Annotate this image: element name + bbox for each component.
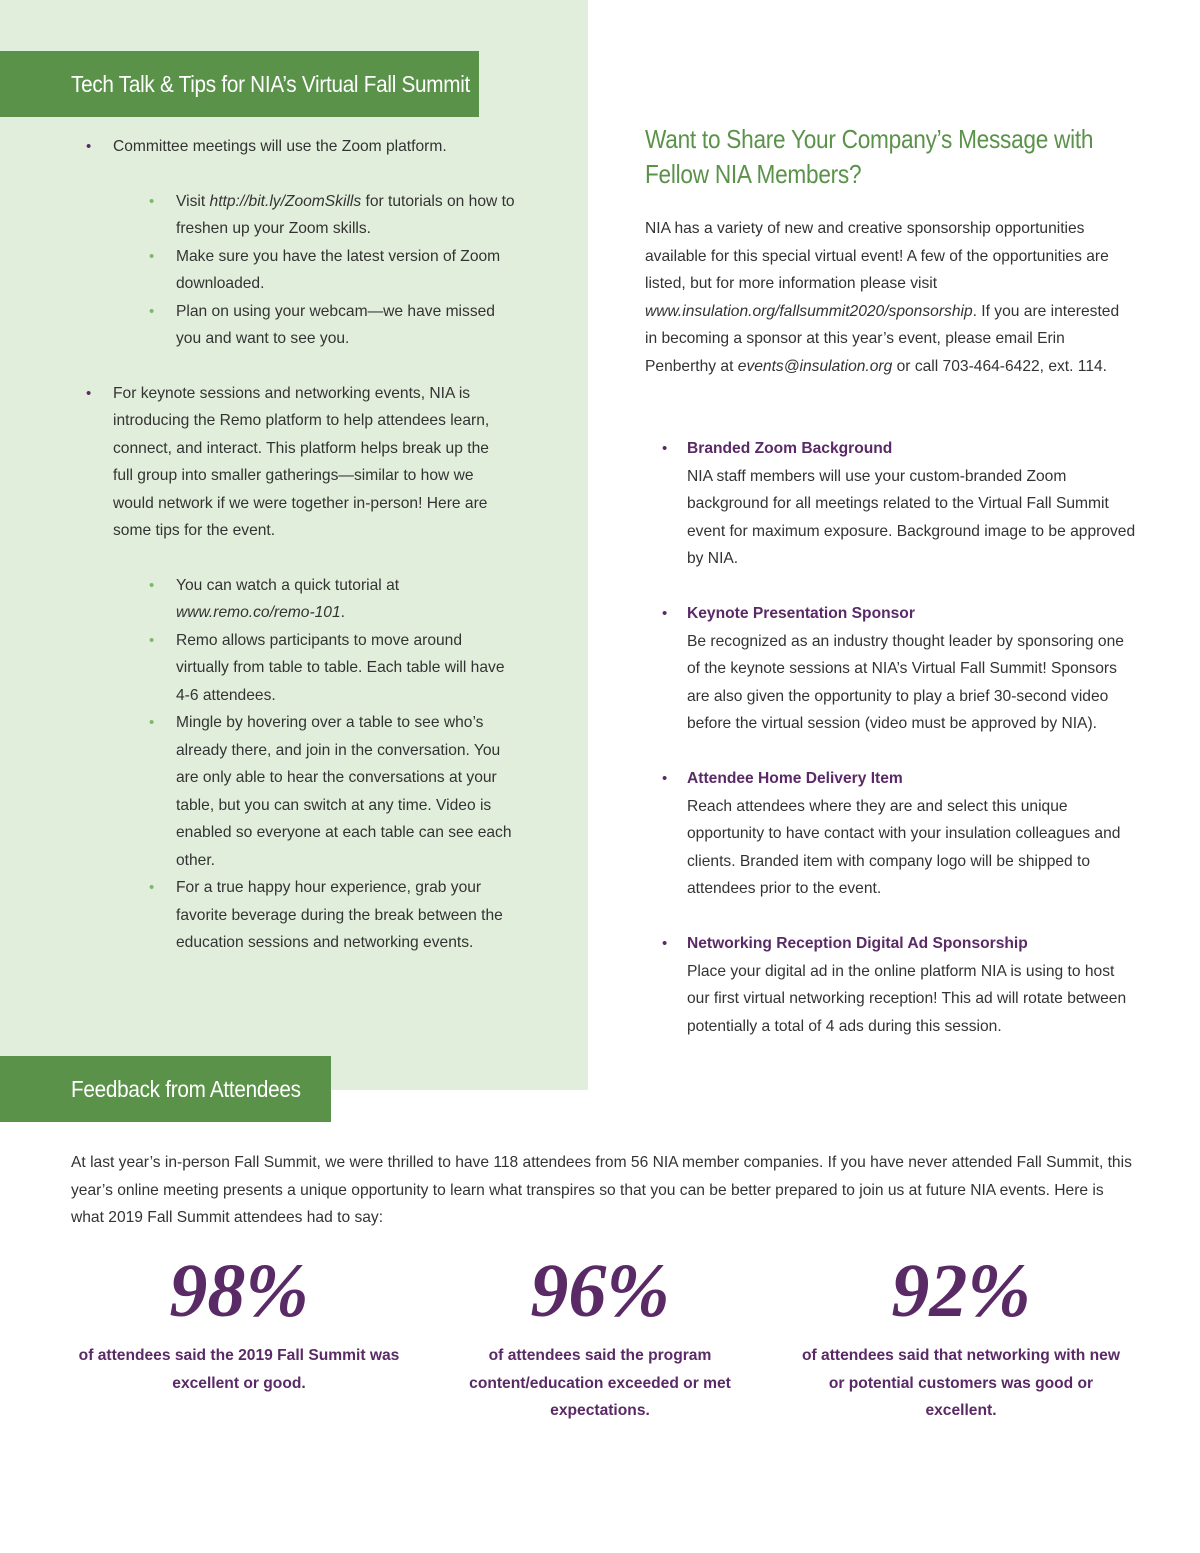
events-email-link[interactable]: events@insulation.org <box>737 357 893 375</box>
list-item <box>149 298 516 353</box>
stat-networking <box>796 1250 1126 1425</box>
stat-caption: of attendees said that networking with new or potential customers was good or excellent. <box>802 1347 1120 1419</box>
list-item <box>149 627 516 710</box>
stat-value: 98% <box>169 1249 309 1333</box>
tech-tips-banner <box>0 51 479 117</box>
list-item-text: Make sure you have the latest version of Zoom downloaded. <box>176 247 501 292</box>
sponsorship-title: Branded Zoom Background <box>687 440 893 457</box>
remo-tutorial-link[interactable]: www.remo.co/remo-101 <box>176 604 341 621</box>
bullet-icon: • <box>86 384 92 402</box>
zoom-skills-link[interactable]: http://bit.ly/ZoomSkills <box>209 192 362 210</box>
bullet-icon: • <box>149 302 155 320</box>
tech-tip-text: Committee meetings will use the Zoom platform. <box>113 138 447 155</box>
intro-text: or call 703-464-6422, ext. 114. <box>892 357 1107 375</box>
tech-tips-list <box>86 133 515 984</box>
list-item <box>149 243 516 298</box>
intro-text: . If you are interested in becoming a sponsor at this year’s event, please email Erin Penberthy at <box>645 302 1120 375</box>
list-item-text: Mingle by hovering over a table to see who’s already there, and join in the conversation. You are only able to hear the conversations at your table, but you can switch at any time. Video is enabled so everyone at each table can see each other. <box>176 714 512 869</box>
sponsorship-description: Be recognized as an industry thought leader by sponsoring one of the keynote sessions at NIA’s Virtual Fall Summit! Sponsors are also given the opportunity to play a brief 30-second video before the virtual session (video must be approved by NIA). <box>687 632 1124 732</box>
tech-tip-remo <box>86 380 513 957</box>
bullet-icon: • <box>149 714 155 731</box>
bullet-icon: • <box>149 192 155 210</box>
stat-value: 92% <box>891 1249 1031 1333</box>
sponsorship-title: Networking Reception Digital Ad Sponsorship <box>687 935 1028 952</box>
list-item <box>149 572 516 627</box>
list-item-text: You can watch a quick tutorial at <box>176 576 400 594</box>
bullet-icon: • <box>149 576 155 594</box>
share-heading-line: Fellow NIA Members? <box>645 159 862 189</box>
intro-text: NIA has a variety of new and creative sponsorship opportunities available for this special virtual event! A few of the opportunities are listed, but for more information please visit <box>645 220 1109 292</box>
sponsorship-title: Keynote Presentation Sponsor <box>687 605 915 622</box>
sponsorship-item <box>662 435 1137 573</box>
tech-tip-text: For keynote sessions and networking events, NIA is introducing the Remo platform to help attendees learn, connect, and interact. This platform helps break up the full group into smaller gatherings—similar to how we would network if we were together in-person! Here are some tips for the event. <box>113 384 490 539</box>
sponsorship-link[interactable]: www.insulation.org/fallsummit2020/sponsorship <box>645 302 973 320</box>
list-item-text: for tutorials on how to freshen up your Zoom skills. <box>176 192 515 237</box>
share-heading <box>645 122 1125 192</box>
stat-caption: of attendees said the 2019 Fall Summit was excellent or good. <box>78 1347 400 1392</box>
list-item-text: . <box>340 604 345 621</box>
bullet-icon: • <box>149 879 155 896</box>
bullet-icon: • <box>86 138 92 155</box>
list-item <box>149 188 516 243</box>
list-item-text: For a true happy hour experience, grab your favorite beverage during the break between the education sessions and networking events. <box>176 879 503 951</box>
sponsorship-description: Place your digital ad in the online platform NIA is using to host our first virtual networking reception! This ad will rotate between potentially a total of 4 ads during this session. <box>687 962 1127 1035</box>
feedback-banner-title: Feedback from Attendees <box>71 1075 301 1102</box>
bullet-icon: • <box>662 605 668 622</box>
sponsorship-item <box>662 600 1137 738</box>
stat-caption: of attendees said the program content/education exceeded or met expectations. <box>469 1347 731 1419</box>
list-item <box>149 709 516 874</box>
tech-tip-zoom <box>86 133 515 353</box>
sponsorship-description: NIA staff members will use your custom-branded Zoom background for all meetings related to the Virtual Fall Summit event for maximum exposure. Background image to be approved by NIA. <box>687 467 1136 567</box>
sponsorship-item <box>662 765 1137 903</box>
feedback-intro-paragraph: At last year’s in-person Fall Summit, we were thrilled to have 118 attendees from 56 NIA member companies. If you have never attended Fall Summit, this year’s online meeting presents a unique opportunity to learn what transpires so that you can be better prepared to join us at future NIA events. Here is what 2019 Fall Summit attendees had to say: <box>71 1154 1132 1226</box>
bullet-icon: • <box>662 770 668 787</box>
stat-value: 96% <box>530 1249 670 1333</box>
feedback-banner <box>0 1056 331 1122</box>
bullet-icon: • <box>149 247 155 265</box>
share-intro-paragraph <box>645 215 1135 380</box>
sponsorship-title: Attendee Home Delivery Item <box>687 770 903 787</box>
sponsorship-description: Reach attendees where they are and select this unique opportunity to have contact with your insulation colleagues and clients. Branded item with company logo will be shipped to attendees prior to the event. <box>687 797 1121 897</box>
sponsorship-item <box>662 930 1137 1040</box>
list-item-text: Remo allows participants to move around virtually from table to table. Each table will have 4-6 attendees. <box>176 631 505 704</box>
stat-program-content <box>435 1250 765 1425</box>
tech-tips-banner-title: Tech Talk & Tips for NIA’s Virtual Fall Summit <box>71 70 471 97</box>
list-item <box>149 874 516 957</box>
share-heading-line: Want to Share Your Company’s Message with <box>645 124 1094 154</box>
stat-excellent-or-good <box>74 1250 404 1397</box>
bullet-icon: • <box>662 935 668 952</box>
bullet-icon: • <box>662 440 668 457</box>
bullet-icon: • <box>149 631 155 649</box>
sponsorship-list <box>662 435 1137 1068</box>
list-item-text: Visit <box>176 192 210 210</box>
list-item-text: Plan on using your webcam—we have missed you and want to see you. <box>176 302 495 347</box>
